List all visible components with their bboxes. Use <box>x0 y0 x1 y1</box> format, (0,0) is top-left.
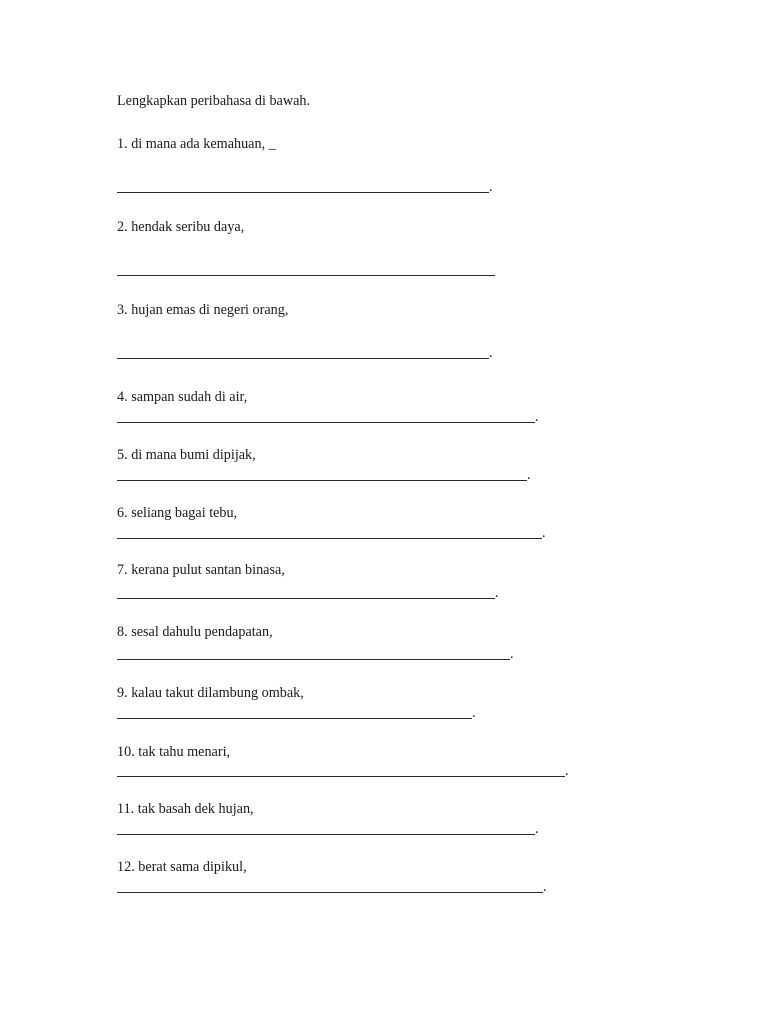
answer-line-8[interactable] <box>117 646 527 662</box>
question-7-prompt: 7. kerana pulut santan binasa, <box>117 562 285 578</box>
question-1-prompt: 1. di mana ada kemahuan, _ <box>117 136 276 152</box>
answer-line-3[interactable] <box>117 345 497 361</box>
answer-line-6-end: . <box>542 525 546 541</box>
question-6-prompt: 6. seliang bagai tebu, <box>117 505 238 521</box>
answer-line-12-end: . <box>543 879 547 895</box>
answer-line-11-end: . <box>535 821 539 837</box>
instruction-text: Lengkapkan peribahasa di bawah. <box>117 93 311 109</box>
question-8-prompt: 8. sesal dahulu pendapatan, <box>117 624 273 640</box>
question-10-prompt: 10. tak tahu menari, <box>117 744 231 760</box>
question-4-prompt: 4. sampan sudah di air, <box>117 389 248 405</box>
answer-line-11[interactable] <box>117 821 547 837</box>
answer-line-10-end: . <box>565 763 569 779</box>
answer-line-5[interactable] <box>117 467 537 483</box>
question-3-prompt: 3. hujan emas di negeri orang, <box>117 302 289 318</box>
answer-line-4[interactable] <box>117 409 547 425</box>
answer-line-4-end: . <box>535 409 539 425</box>
answer-line-2[interactable] <box>117 262 497 278</box>
question-9-prompt: 9. kalau takut dilambung ombak, <box>117 685 304 701</box>
answer-line-9-end: . <box>472 705 476 721</box>
answer-line-3-end: . <box>489 345 493 361</box>
answer-line-10[interactable] <box>117 763 577 779</box>
answer-line-8-end: . <box>510 646 514 662</box>
question-2-prompt: 2. hendak seribu daya, <box>117 219 245 235</box>
answer-line-12[interactable] <box>117 879 557 895</box>
question-11-prompt: 11. tak basah dek hujan, <box>117 801 254 817</box>
answer-line-1-end: . <box>489 179 493 195</box>
answer-line-7[interactable] <box>117 585 517 601</box>
answer-line-1[interactable] <box>117 179 497 195</box>
question-5-prompt: 5. di mana bumi dipijak, <box>117 447 256 463</box>
answer-line-7-end: . <box>495 585 499 601</box>
answer-line-5-end: . <box>527 467 531 483</box>
answer-line-6[interactable] <box>117 525 557 541</box>
question-12-prompt: 12. berat sama dipikul, <box>117 859 247 875</box>
answer-line-9[interactable] <box>117 705 487 721</box>
